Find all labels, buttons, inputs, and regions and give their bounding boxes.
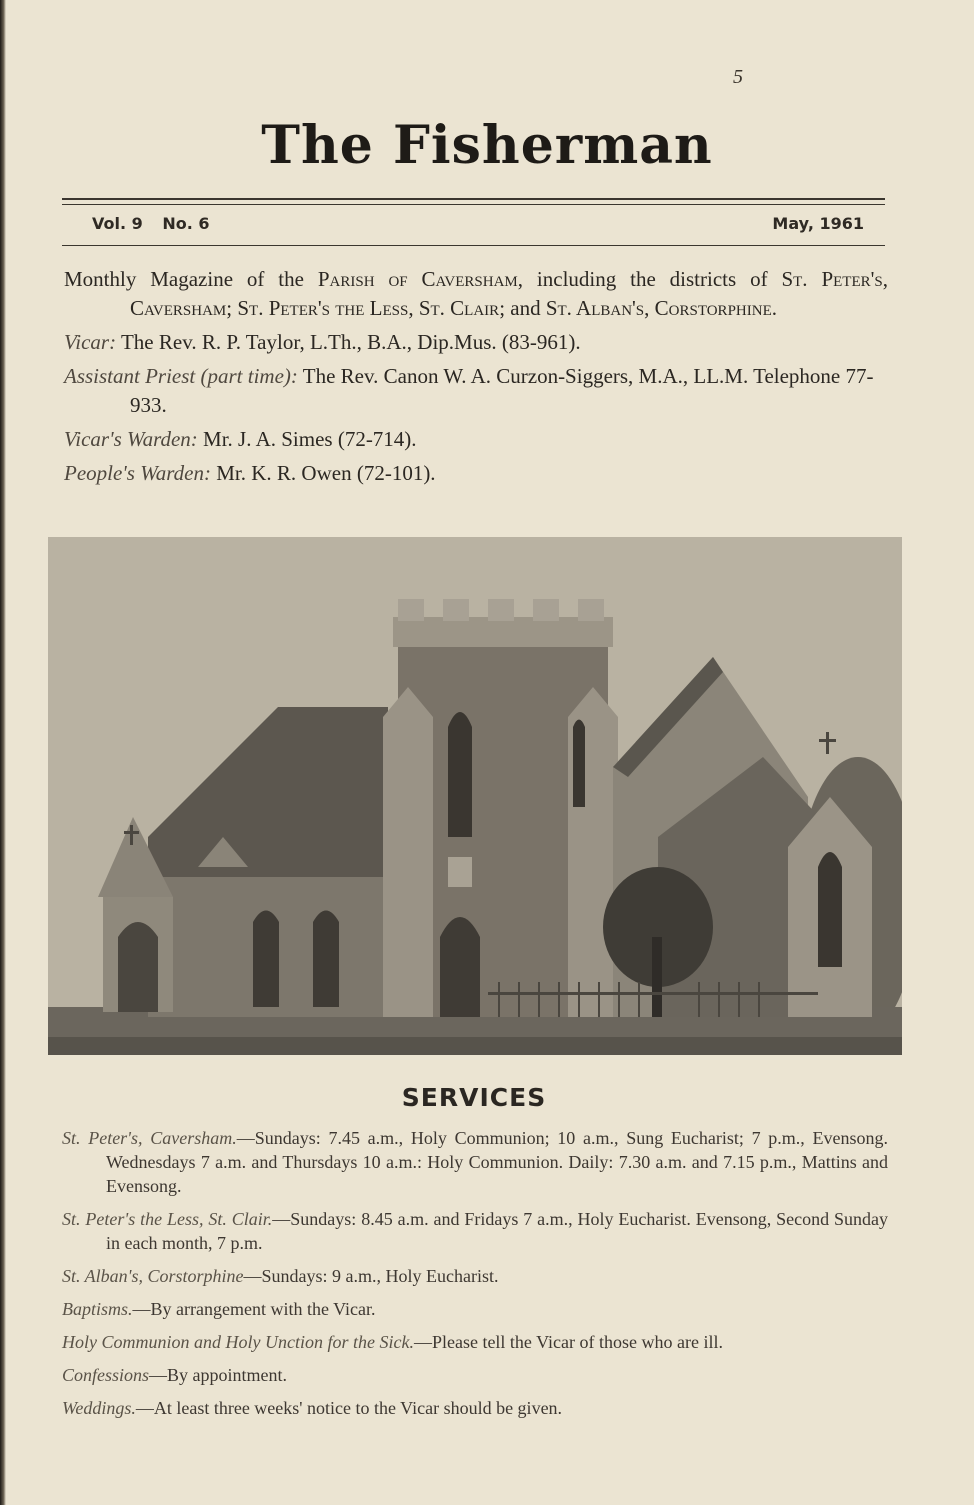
masthead-rule-thin (62, 204, 885, 205)
services-list (62, 1126, 888, 1429)
service-text: —Please tell the Vicar of those who are ill. (413, 1332, 723, 1352)
masthead-title: The Fisherman (261, 115, 713, 176)
service-entry (62, 1396, 888, 1420)
service-lead: Holy Communion and Holy Unction for the Sick. (62, 1332, 414, 1352)
officer-text: Mr. J. A. Simes (72-714). (203, 427, 417, 451)
service-text: —Sundays: 9 a.m., Holy Eucharist. (243, 1266, 499, 1286)
issue-rule (62, 245, 885, 246)
district-name: St. Peter's, Caversham (130, 267, 888, 320)
services-heading: SERVICES (401, 1083, 547, 1112)
service-lead: Weddings. (62, 1398, 136, 1418)
intro-text: . (771, 296, 777, 320)
officer-role: People's Warden: (64, 461, 211, 485)
officer-text: The Rev. R. P. Taylor, L.Th., B.A., Dip.Mus. (83-961). (120, 330, 581, 354)
service-lead: St. Peter's, Caversham. (62, 1128, 237, 1148)
page-number: 5 (733, 66, 743, 88)
service-entry (62, 1297, 888, 1321)
officer-peoples-warden (64, 459, 888, 488)
issue-volume: Vol. 9 (92, 214, 143, 233)
service-text: —Sundays: 8.45 a.m. and Fridays 7 a.m., Holy Eucharist. Evensong, Second Sunday in each month, 7 p.m. (106, 1209, 888, 1253)
intro-text: Monthly Magazine of the (64, 267, 318, 291)
intro-text: , including the districts of (517, 267, 782, 291)
magazine-description (64, 265, 888, 323)
issue-number: No. 6 (162, 214, 210, 233)
intro-text: ; and (499, 296, 546, 320)
service-lead: Baptisms. (62, 1299, 133, 1319)
service-lead: St. Peter's the Less, St. Clair. (62, 1209, 273, 1229)
service-text: —By arrangement with the Vicar. (132, 1299, 376, 1319)
service-entry (62, 1264, 888, 1288)
intro-block (64, 265, 888, 488)
issue-date: May, 1961 (772, 214, 864, 233)
church-photograph (48, 537, 902, 1055)
service-lead: St. Alban's, Corstorphine (62, 1266, 244, 1286)
church-illustration (48, 537, 902, 1055)
officer-text: Mr. K. R. Owen (72-101). (216, 461, 436, 485)
page-binding-edge (0, 0, 6, 1505)
service-entry (62, 1363, 888, 1387)
service-lead: Confessions (62, 1365, 150, 1385)
issue-volume-group (92, 214, 224, 233)
officer-role: Vicar's Warden: (64, 427, 198, 451)
service-text: —By appointment. (149, 1365, 288, 1385)
service-entry (62, 1330, 888, 1354)
officer-assistant-priest (64, 362, 888, 420)
district-name: St. Alban's, Corstorphine (545, 296, 772, 320)
officer-vicar (64, 328, 888, 357)
officer-role: Assistant Priest (part time): (64, 364, 298, 388)
officer-role: Vicar: (64, 330, 117, 354)
masthead-rule (62, 198, 885, 200)
district-name: St. Peter's the Less, St. Clair (237, 296, 500, 320)
parish-name: Parish of Caversham (317, 267, 518, 291)
issue-line (92, 214, 864, 233)
service-entry (62, 1126, 888, 1198)
intro-text: ; (226, 296, 238, 320)
officer-vicars-warden (64, 425, 888, 454)
service-text: —Sundays: 7.45 a.m., Holy Communion; 10 a.m., Sung Eucharist; 7 p.m., Evensong. Wednesdays 7 a.m. and Thursdays 10 a.m.: Holy Communion. Daily: 7.30 a.m. and 7.15 p.m., Mattins and Evensong. (106, 1128, 888, 1196)
officer-text: The Rev. Canon W. A. Curzon-Siggers, M.A., LL.M. Telephone 77-933. (130, 364, 874, 417)
service-entry (62, 1207, 888, 1255)
service-text: —At least three weeks' notice to the Vicar should be given. (135, 1398, 563, 1418)
